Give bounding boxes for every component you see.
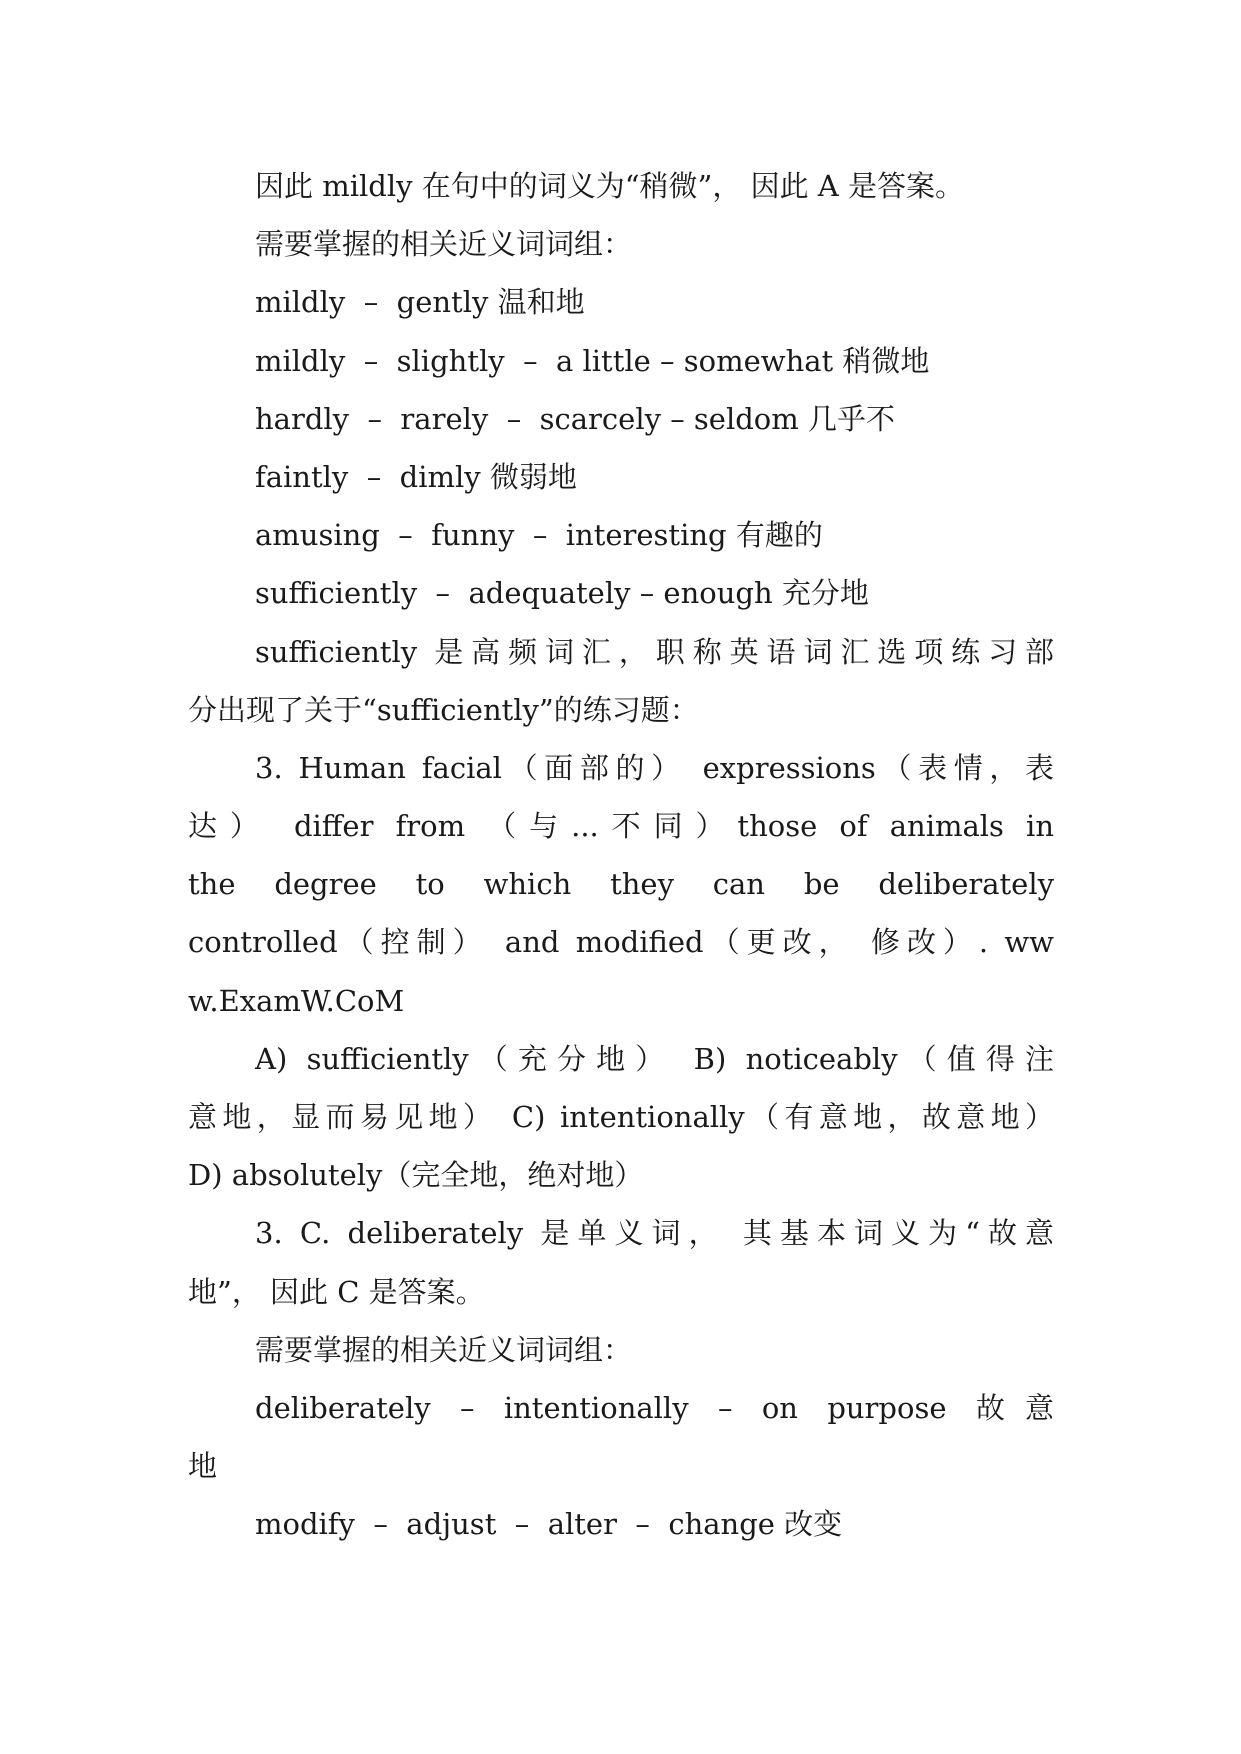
text-line: 需要掌握的相关近义词词组：	[255, 1332, 633, 1367]
synonym-line: 地	[188, 1449, 218, 1484]
document-body	[188, 157, 1054, 1554]
options-line: 意地，显而易见地） C) intentionally（有意地，故意地）	[188, 1100, 1054, 1134]
question-line: 3. Human facial（面部的） expressions（表情，表	[255, 750, 1054, 785]
synonym-line: mildly – slightly – a little – somewhat 稍微地	[255, 343, 930, 378]
text-line: 需要掌握的相关近义词词组：	[255, 227, 633, 262]
synonym-line: deliberately – intentionally – on purpose 故意	[255, 1390, 1054, 1425]
answer-line: 地”， 因此 C 是答案。	[188, 1274, 485, 1309]
synonym-line: faintly – dimly 微弱地	[255, 459, 577, 494]
question-line: w.ExamW.CoM	[188, 983, 405, 1018]
question-line: the degree to which they can be deliberately	[188, 867, 1054, 902]
synonym-line: amusing – funny – interesting 有趣的	[255, 518, 823, 553]
synonym-line: mildly – gently 温和地	[255, 285, 585, 320]
text-line: sufficiently 是高频词汇，职称英语词汇选项练习部	[255, 634, 1054, 669]
synonym-line: hardly – rarely – scarcely – seldom 几乎不	[255, 401, 895, 436]
question-line: controlled（控制） and modified（更改， 修改）. ww	[188, 925, 1054, 960]
options-line: A) sufficiently（充分地） B) noticeably（值得注	[255, 1041, 1054, 1076]
text-line: 因此 mildly 在句中的词义为“稍微”， 因此 A 是答案。	[255, 169, 964, 203]
options-line: D) absolutely（完全地，绝对地）	[188, 1158, 644, 1193]
question-line: 达） differ from （与...不同）those of animals in	[188, 809, 1054, 844]
answer-line: 3. C. deliberately 是单义词， 其基本词义为“故意	[255, 1216, 1054, 1251]
synonym-line: modify – adjust – alter – change 改变	[255, 1507, 843, 1542]
text-line: 分出现了关于“sufficiently”的练习题：	[188, 692, 699, 727]
synonym-line: sufficiently – adequately – enough 充分地	[255, 576, 869, 611]
